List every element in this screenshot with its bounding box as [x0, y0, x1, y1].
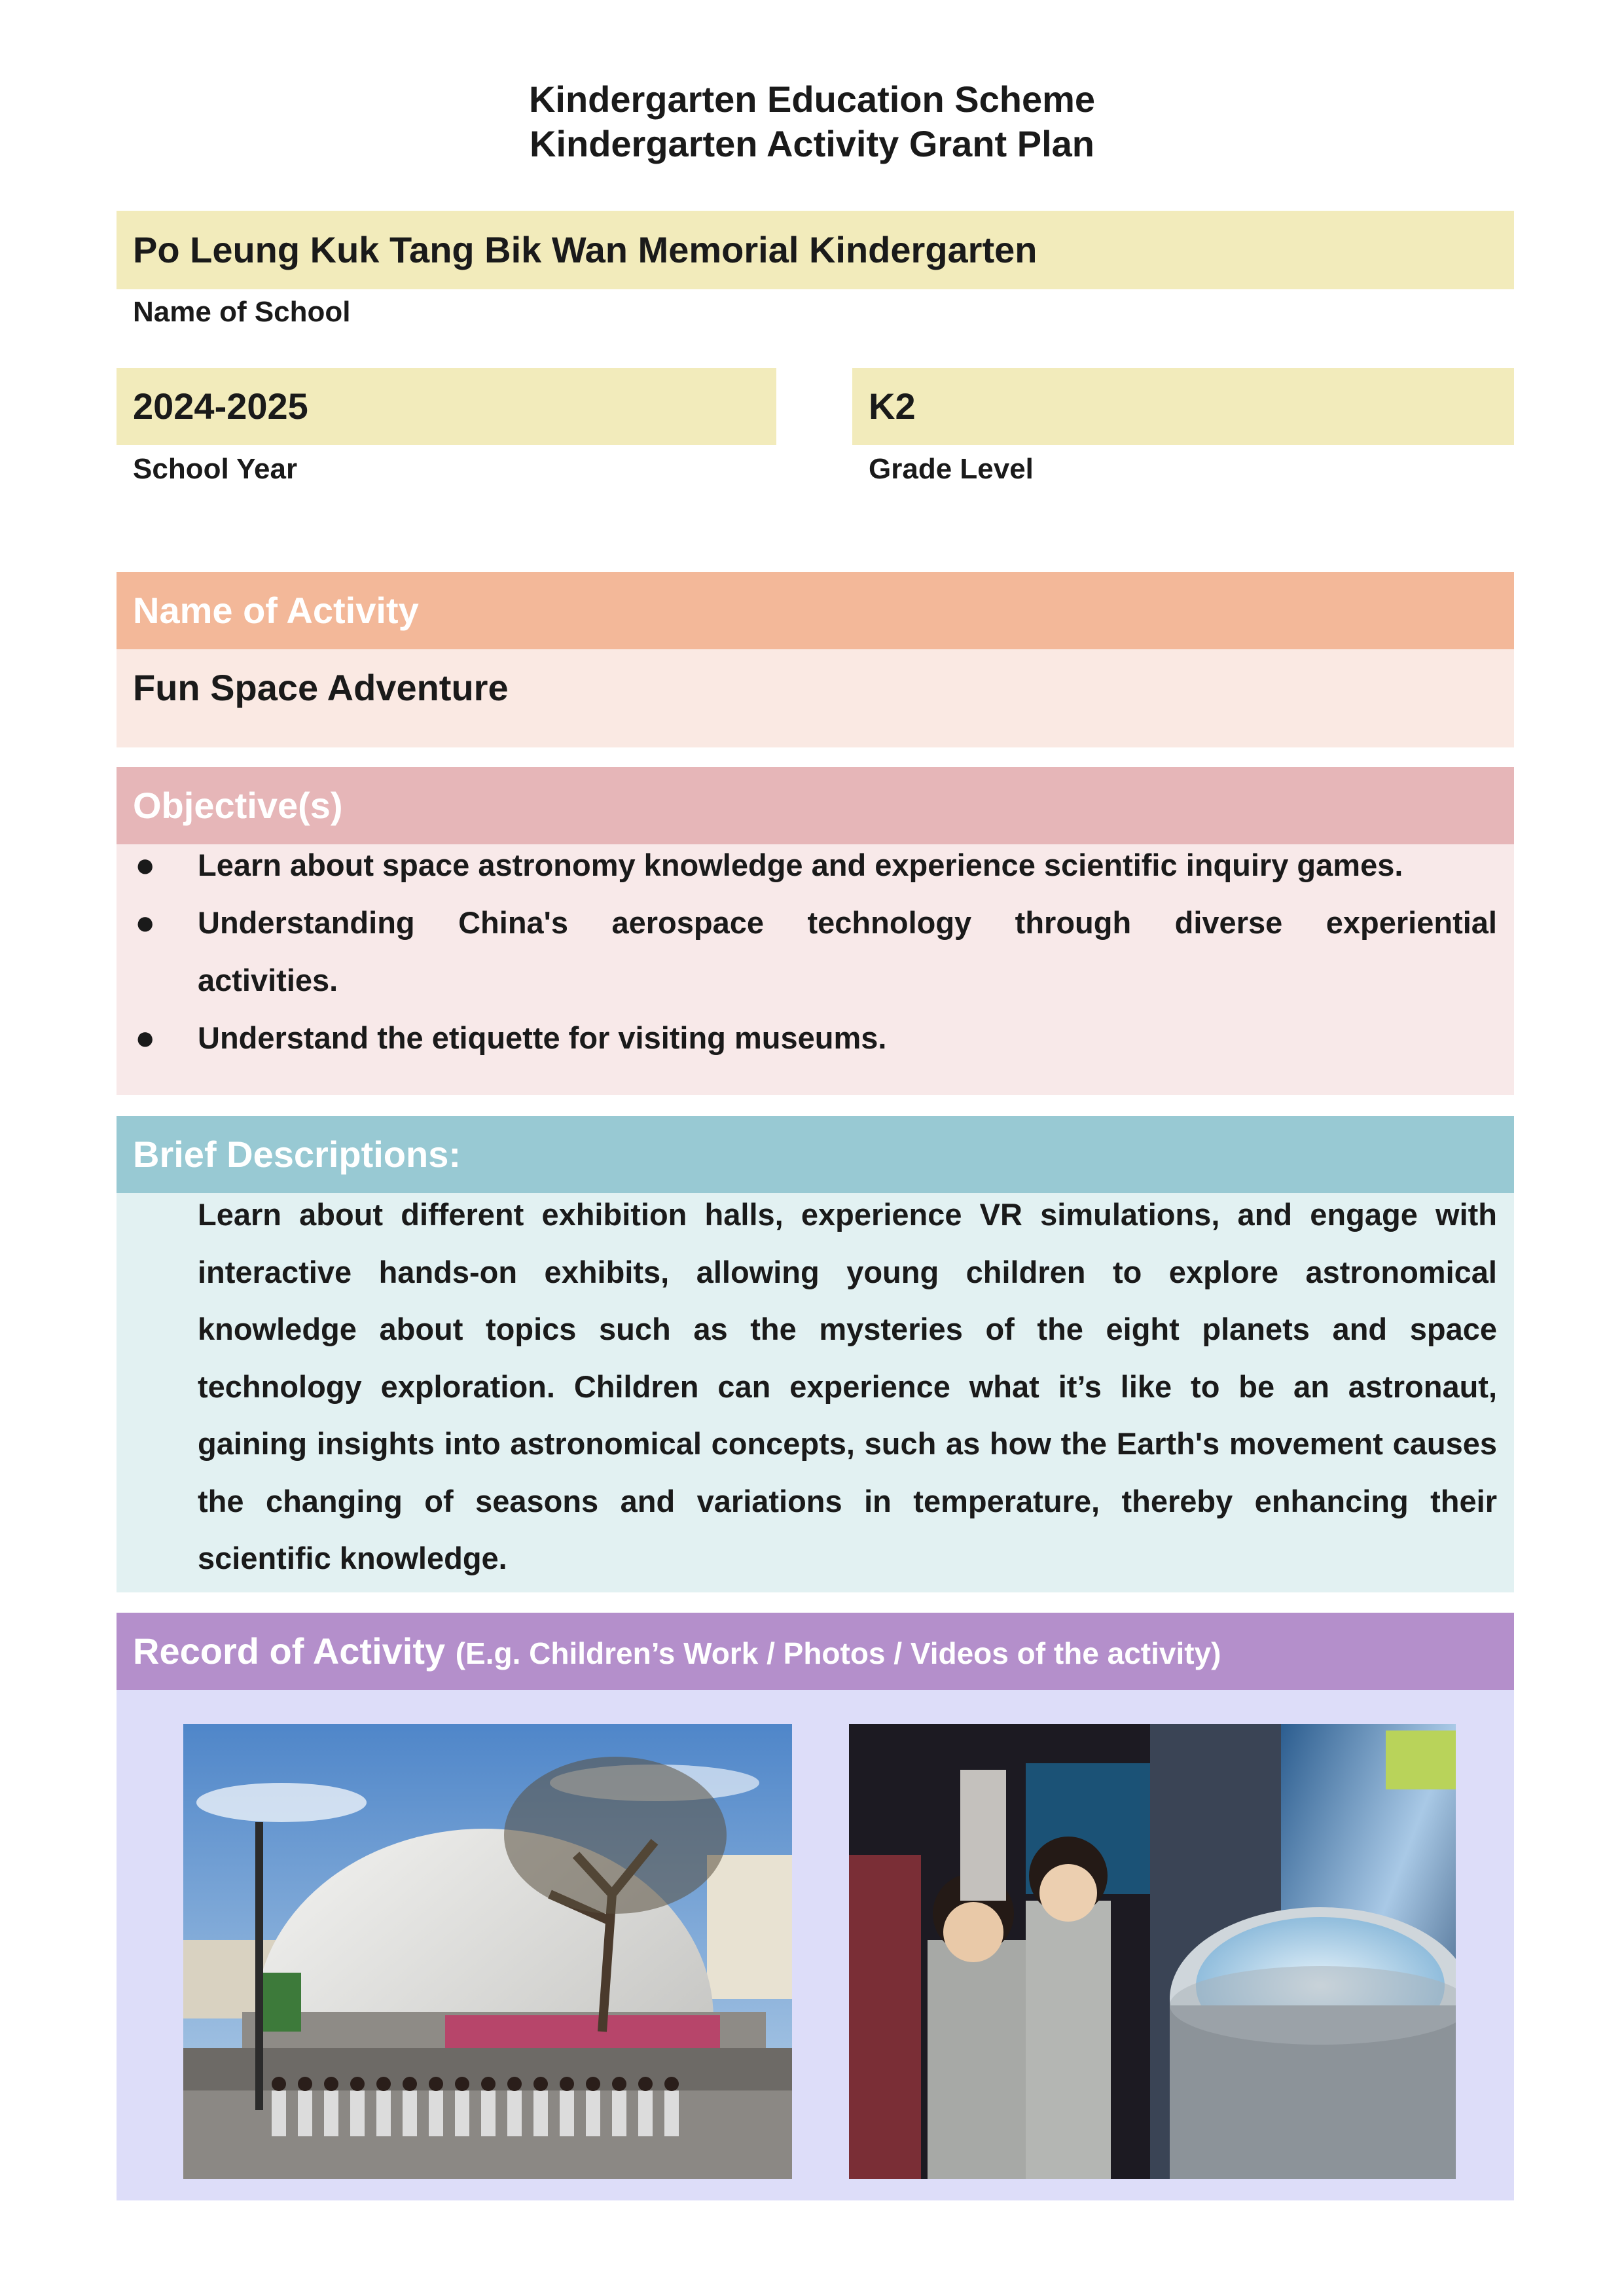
- bullet-icon: ●: [135, 904, 156, 942]
- objective-item-continuation: activities.: [198, 963, 338, 997]
- objectives-heading: Objective(s): [117, 767, 1514, 844]
- bullet-icon: ●: [135, 1019, 156, 1057]
- document-title-line1: Kindergarten Education Scheme: [528, 79, 1096, 120]
- grade-level-value: K2: [852, 368, 1514, 445]
- exhibit-children-photo: [849, 1724, 1456, 2179]
- record-heading-subtitle: (E.g. Children’s Work / Photos / Videos of the activity): [455, 1636, 1221, 1670]
- grade-level-label: Grade Level: [869, 453, 1034, 485]
- planetarium-group-photo: [183, 1724, 792, 2179]
- record-heading-title: Record of Activity: [133, 1630, 446, 1672]
- activity-value: Fun Space Adventure: [117, 649, 1514, 747]
- school-year-label: School Year: [133, 453, 298, 485]
- school-name-value: Po Leung Kuk Tang Bik Wan Memorial Kindergarten: [117, 211, 1514, 289]
- school-name-label: Name of School: [133, 296, 351, 328]
- description-heading: Brief Descriptions:: [117, 1116, 1514, 1193]
- objectives-list: [117, 836, 1514, 1067]
- activity-heading: Name of Activity: [117, 572, 1514, 649]
- bullet-icon: ●: [135, 846, 156, 884]
- objective-item: ● Learn about space astronomy knowledge and experience scientific inquiry games.: [117, 836, 1514, 894]
- description-text: Learn about different exhibition halls, experience VR simulations, and engage with interactive hands-on exhibits, allowing young children to explore astronomical knowledge about topics such as the mysteries of the eight planets and space technology exploration. Children can experience what it’s like to be an astronaut, gaining insights into astronomical concepts, such as how the Earth's movement causes the changing of seasons and variations in temperature, thereby enhancing their scientific knowledge.: [198, 1197, 1497, 1575]
- objective-item: ● Understand the etiquette for visiting museums.: [117, 1009, 1514, 1067]
- record-heading: [117, 1613, 1514, 1690]
- objective-item: ● Understanding China's aerospace technology through diverse experiential: [117, 894, 1514, 952]
- document-title-line2: Kindergarten Activity Grant Plan: [530, 123, 1094, 164]
- school-year-value: 2024-2025: [117, 368, 776, 445]
